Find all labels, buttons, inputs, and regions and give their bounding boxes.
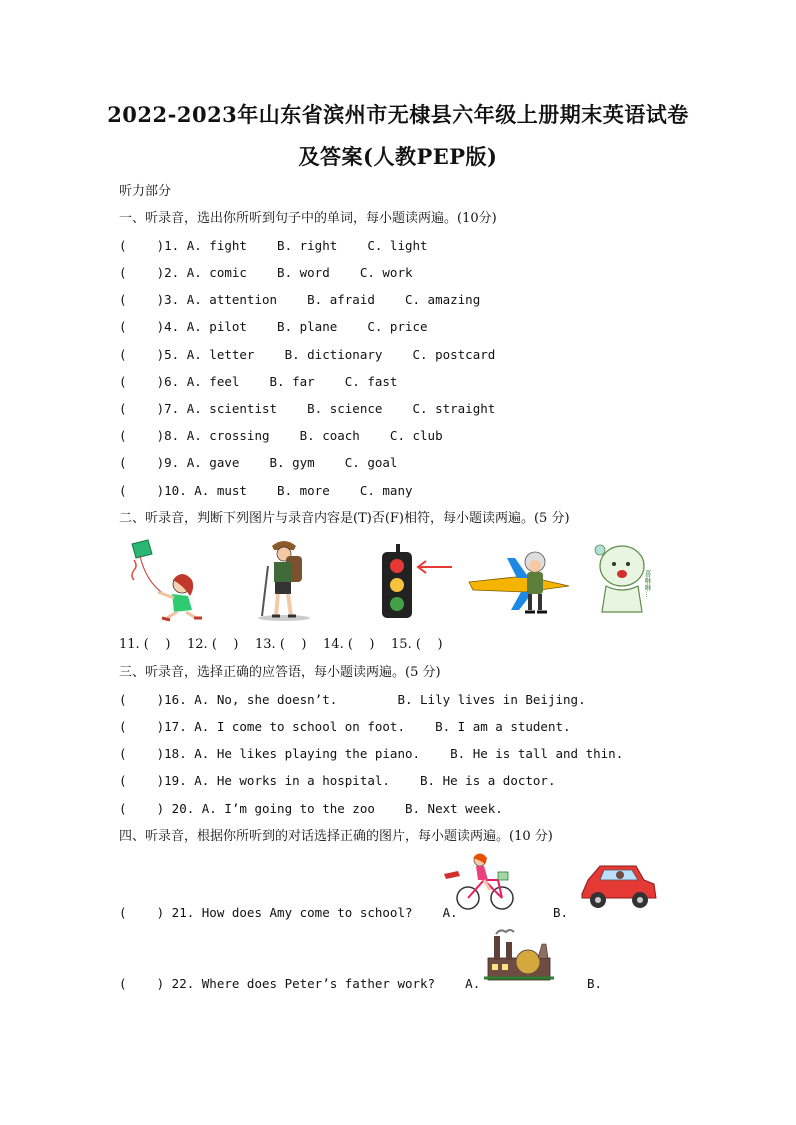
question-3: ( )3. A. attention B. afraid C. amazing [119,292,481,307]
girl-kite-picture [122,538,207,623]
question-1: ( )1. A. fight B. right C. light [119,238,428,253]
hiker-picture [244,536,314,622]
question-21: ( ) 21. How does Amy come to school? A. [119,905,458,920]
page-subtitle: 及答案(人教PEP版) [298,144,498,169]
part3-heading: 三、听录音，选择正确的应答语，每小题读两遍。(5 分) [119,665,441,680]
section-label: 听力部分 [119,184,172,199]
part2-answer-blanks: 11. ( ) 12. ( ) 13. ( ) 14. ( ) 15. ( ) [119,637,443,652]
question-4: ( )4. A. pilot B. plane C. price [119,319,428,334]
question-22-option-b: B. [587,976,603,991]
question-19: ( )19. A. He works in a hospital. B. He is a doctor. [119,773,556,788]
question-10: ( )10. A. must B. more C. many [119,483,413,498]
page-title: 2022-2023年山东省滨州市无棣县六年级上册期末英语试卷 [107,102,689,127]
sneeze-text: 喜咻咻... [644,570,652,598]
question-18: ( )18. A. He likes playing the piano. B. He is tall and thin. [119,746,624,761]
question-5: ( )5. A. letter B. dictionary C. postcard [119,347,496,362]
question-7: ( )7. A. scientist B. science C. straight [119,401,496,416]
question-6: ( )6. A. feel B. far C. fast [119,374,398,389]
question-17: ( )17. A. I come to school on foot. B. I am a student. [119,719,571,734]
question-21-option-b: B. [553,905,569,920]
traffic-light-picture [366,540,456,622]
factory-picture [478,928,558,984]
pilot-jet-picture [465,540,577,622]
question-2: ( )2. A. comic B. word C. work [119,265,413,280]
part2-heading: 二、听录音，判断下列图片与录音内容是(T)否(F)相符，每小题读两遍。(5 分) [119,511,570,526]
question-20: ( ) 20. A. I’m going to the zoo B. Next week. [119,801,503,816]
question-16: ( )16. A. No, she doesn’t. B. Lily lives in Beijing. [119,692,586,707]
question-8: ( )8. A. crossing B. coach C. club [119,428,443,443]
part4-heading: 四、听录音，根据你所听到的对话选择正确的图片，每小题读两遍。(10 分) [119,829,553,844]
question-22: ( ) 22. Where does Peter’s father work? A. [119,976,481,991]
sneezing-cartoon-picture [592,540,672,622]
question-9: ( )9. A. gave B. gym C. goal [119,455,398,470]
red-car-picture [578,858,660,914]
part1-heading: 一、听录音，选出你所听到句子中的单词，每小题读两遍。(10分) [119,211,497,226]
bicycle-picture [440,852,522,912]
